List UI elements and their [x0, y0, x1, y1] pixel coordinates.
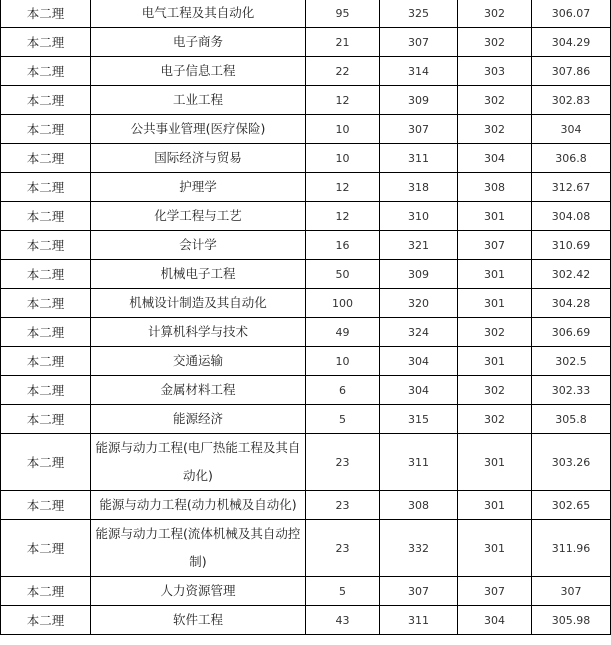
plan-count-cell: 5 — [306, 577, 380, 606]
major-name-cell: 能源与动力工程(动力机械及自动化) — [91, 491, 306, 520]
plan-count-cell: 6 — [306, 376, 380, 405]
max-score-cell: 325 — [380, 0, 458, 28]
avg-score-cell: 307 — [532, 577, 611, 606]
table-row — [1, 606, 611, 635]
table-row — [1, 231, 611, 260]
batch-cell: 本二理 — [1, 405, 91, 434]
max-score-cell: 311 — [380, 606, 458, 635]
plan-count-cell: 23 — [306, 520, 380, 577]
major-name-cell: 电子信息工程 — [91, 57, 306, 86]
max-score-cell: 304 — [380, 376, 458, 405]
plan-count-cell: 100 — [306, 289, 380, 318]
table-row — [1, 86, 611, 115]
max-score-cell: 308 — [380, 491, 458, 520]
avg-score-cell: 304.28 — [532, 289, 611, 318]
max-score-cell: 321 — [380, 231, 458, 260]
batch-cell: 本二理 — [1, 434, 91, 491]
major-name-cell: 能源经济 — [91, 405, 306, 434]
min-score-cell: 303 — [458, 57, 532, 86]
table-row — [1, 144, 611, 173]
min-score-cell: 301 — [458, 289, 532, 318]
table-row — [1, 289, 611, 318]
table-row — [1, 347, 611, 376]
min-score-cell: 301 — [458, 520, 532, 577]
table-row — [1, 28, 611, 57]
table-row — [1, 520, 611, 577]
batch-cell: 本二理 — [1, 289, 91, 318]
major-name-cell: 护理学 — [91, 173, 306, 202]
table-row — [1, 434, 611, 491]
max-score-cell: 307 — [380, 115, 458, 144]
major-name-cell: 软件工程 — [91, 606, 306, 635]
plan-count-cell: 12 — [306, 173, 380, 202]
plan-count-cell: 23 — [306, 491, 380, 520]
min-score-cell: 302 — [458, 376, 532, 405]
min-score-cell: 302 — [458, 28, 532, 57]
major-name-cell: 工业工程 — [91, 86, 306, 115]
plan-count-cell: 16 — [306, 231, 380, 260]
plan-count-cell: 95 — [306, 0, 380, 28]
major-name-cell: 能源与动力工程(流体机械及其自动控制) — [91, 520, 306, 577]
plan-count-cell: 5 — [306, 405, 380, 434]
batch-cell: 本二理 — [1, 260, 91, 289]
avg-score-cell: 302.65 — [532, 491, 611, 520]
min-score-cell: 302 — [458, 405, 532, 434]
major-name-cell: 电气工程及其自动化 — [91, 0, 306, 28]
table-row — [1, 202, 611, 231]
plan-count-cell: 23 — [306, 434, 380, 491]
batch-cell: 本二理 — [1, 144, 91, 173]
min-score-cell: 304 — [458, 144, 532, 173]
avg-score-cell: 305.8 — [532, 405, 611, 434]
avg-score-cell: 310.69 — [532, 231, 611, 260]
major-name-cell: 计算机科学与技术 — [91, 318, 306, 347]
min-score-cell: 302 — [458, 318, 532, 347]
max-score-cell: 310 — [380, 202, 458, 231]
max-score-cell: 311 — [380, 144, 458, 173]
table-row — [1, 405, 611, 434]
avg-score-cell: 306.8 — [532, 144, 611, 173]
batch-cell: 本二理 — [1, 202, 91, 231]
avg-score-cell: 306.69 — [532, 318, 611, 347]
avg-score-cell: 304.08 — [532, 202, 611, 231]
max-score-cell: 324 — [380, 318, 458, 347]
max-score-cell: 307 — [380, 28, 458, 57]
min-score-cell: 308 — [458, 173, 532, 202]
avg-score-cell: 302.83 — [532, 86, 611, 115]
min-score-cell: 301 — [458, 434, 532, 491]
table-row — [1, 577, 611, 606]
max-score-cell: 314 — [380, 57, 458, 86]
major-name-cell: 机械电子工程 — [91, 260, 306, 289]
avg-score-cell: 307.86 — [532, 57, 611, 86]
avg-score-cell: 303.26 — [532, 434, 611, 491]
min-score-cell: 302 — [458, 0, 532, 28]
min-score-cell: 302 — [458, 115, 532, 144]
plan-count-cell: 49 — [306, 318, 380, 347]
max-score-cell: 309 — [380, 260, 458, 289]
min-score-cell: 301 — [458, 347, 532, 376]
major-name-cell: 机械设计制造及其自动化 — [91, 289, 306, 318]
plan-count-cell: 21 — [306, 28, 380, 57]
table-row — [1, 173, 611, 202]
plan-count-cell: 50 — [306, 260, 380, 289]
batch-cell: 本二理 — [1, 318, 91, 347]
max-score-cell: 304 — [380, 347, 458, 376]
avg-score-cell: 305.98 — [532, 606, 611, 635]
max-score-cell: 318 — [380, 173, 458, 202]
batch-cell: 本二理 — [1, 57, 91, 86]
batch-cell: 本二理 — [1, 173, 91, 202]
batch-cell: 本二理 — [1, 606, 91, 635]
avg-score-cell: 302.33 — [532, 376, 611, 405]
major-name-cell: 国际经济与贸易 — [91, 144, 306, 173]
max-score-cell: 315 — [380, 405, 458, 434]
min-score-cell: 307 — [458, 577, 532, 606]
avg-score-cell: 304 — [532, 115, 611, 144]
major-name-cell: 交通运输 — [91, 347, 306, 376]
avg-score-cell: 306.07 — [532, 0, 611, 28]
batch-cell: 本二理 — [1, 577, 91, 606]
table-row — [1, 318, 611, 347]
min-score-cell: 302 — [458, 86, 532, 115]
table-row — [1, 376, 611, 405]
min-score-cell: 301 — [458, 202, 532, 231]
avg-score-cell: 312.67 — [532, 173, 611, 202]
min-score-cell: 304 — [458, 606, 532, 635]
max-score-cell: 332 — [380, 520, 458, 577]
batch-cell: 本二理 — [1, 491, 91, 520]
max-score-cell: 311 — [380, 434, 458, 491]
avg-score-cell: 311.96 — [532, 520, 611, 577]
batch-cell: 本二理 — [1, 520, 91, 577]
batch-cell: 本二理 — [1, 28, 91, 57]
table-row — [1, 260, 611, 289]
major-name-cell: 人力资源管理 — [91, 577, 306, 606]
major-name-cell: 会计学 — [91, 231, 306, 260]
min-score-cell: 301 — [458, 260, 532, 289]
plan-count-cell: 10 — [306, 347, 380, 376]
batch-cell: 本二理 — [1, 115, 91, 144]
major-name-cell: 化学工程与工艺 — [91, 202, 306, 231]
max-score-cell: 309 — [380, 86, 458, 115]
avg-score-cell: 304.29 — [532, 28, 611, 57]
table-body — [1, 0, 611, 635]
table-row — [1, 115, 611, 144]
batch-cell: 本二理 — [1, 347, 91, 376]
min-score-cell: 301 — [458, 491, 532, 520]
major-name-cell: 能源与动力工程(电厂热能工程及其自动化) — [91, 434, 306, 491]
avg-score-cell: 302.5 — [532, 347, 611, 376]
batch-cell: 本二理 — [1, 376, 91, 405]
max-score-cell: 307 — [380, 577, 458, 606]
max-score-cell: 320 — [380, 289, 458, 318]
plan-count-cell: 10 — [306, 144, 380, 173]
avg-score-cell: 302.42 — [532, 260, 611, 289]
major-name-cell: 电子商务 — [91, 28, 306, 57]
plan-count-cell: 43 — [306, 606, 380, 635]
plan-count-cell: 12 — [306, 86, 380, 115]
table-row — [1, 57, 611, 86]
min-score-cell: 307 — [458, 231, 532, 260]
table-row — [1, 491, 611, 520]
batch-cell: 本二理 — [1, 231, 91, 260]
plan-count-cell: 10 — [306, 115, 380, 144]
table-row — [1, 0, 611, 28]
batch-cell: 本二理 — [1, 0, 91, 28]
batch-cell: 本二理 — [1, 86, 91, 115]
plan-count-cell: 12 — [306, 202, 380, 231]
plan-count-cell: 22 — [306, 57, 380, 86]
major-name-cell: 公共事业管理(医疗保险) — [91, 115, 306, 144]
major-name-cell: 金属材料工程 — [91, 376, 306, 405]
